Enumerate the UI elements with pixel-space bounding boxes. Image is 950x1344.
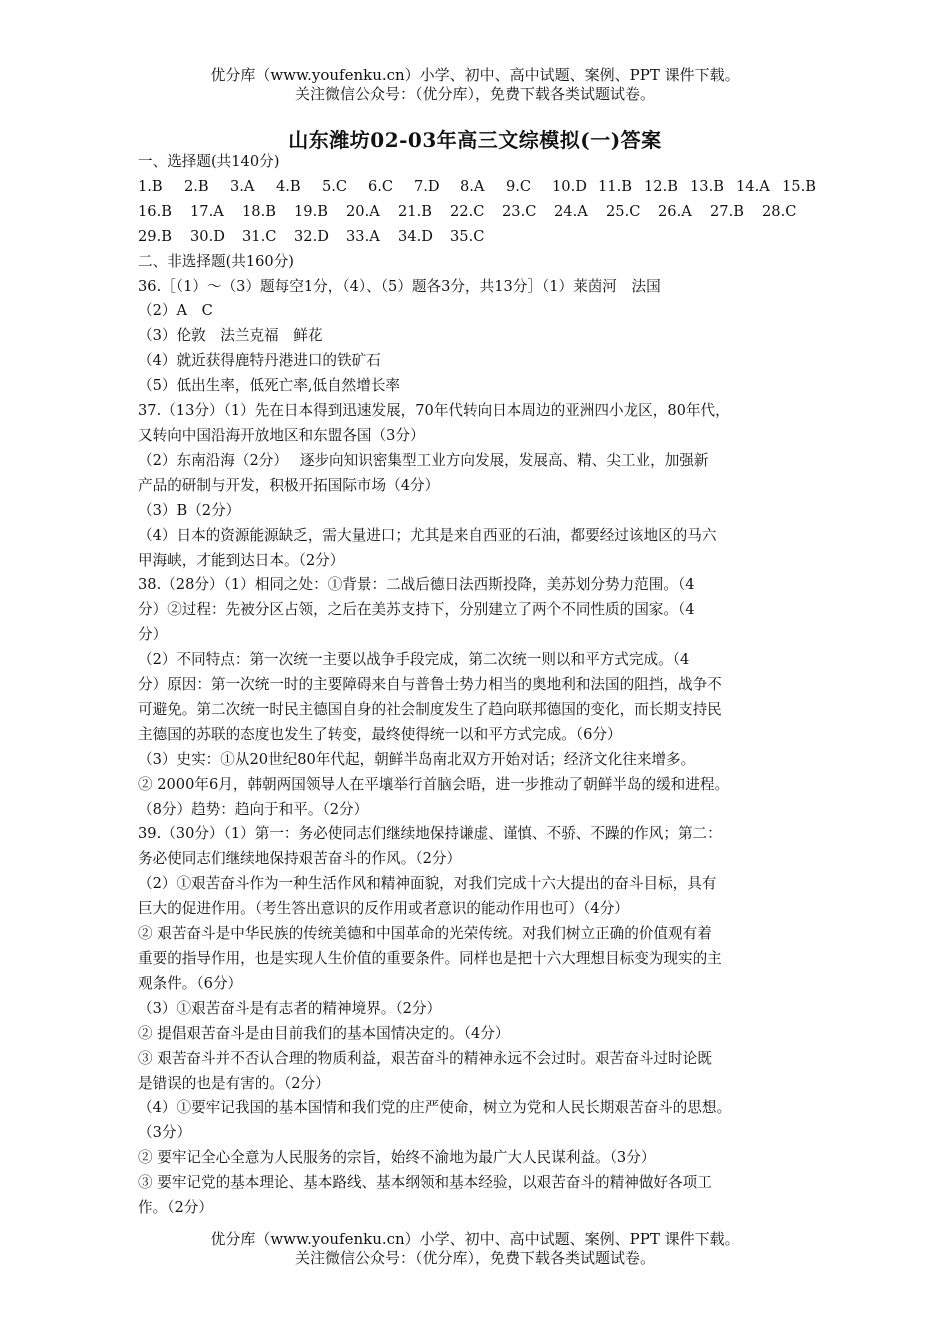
section-heading: 二、非选择题(共160分) [138,252,294,270]
answer-item: 7.D [414,177,440,195]
text-line: （5）低出生率，低死亡率,低自然增长率 [138,377,401,395]
answer-item: 10.D [552,177,587,195]
answer-item: 11.B [598,177,632,195]
text-line: 甲海峡，才能到达日本。（2分） [138,551,345,569]
answer-item: 5.C [322,177,348,195]
answer-item: 33.A [346,227,380,245]
text-line: 观条件。（6分） [138,974,243,992]
answer-item: 12.B [644,177,678,195]
text-line: （2）不同特点：第一次统一主要以战争手段完成，第二次统一则以和平方式完成。（4 [138,651,690,669]
text-line: （4）日本的资源能源缺乏，需大量进口；尤其是来自西亚的石油，都要经过该地区的马六 [138,526,717,544]
answer-item: 14.A [736,177,770,195]
text-line: 务必使同志们继续地保持艰苦奋斗的作风。（2分） [138,850,462,868]
answer-item: 24.A [554,202,588,220]
text-line: ② 要牢记全心全意为人民服务的宗旨，始终不渝地为最广大人民谋利益。（3分） [138,1149,656,1167]
answer-item: 13.B [690,177,724,195]
text-line: （8分）趋势：趋向于和平。（2分） [138,800,369,818]
answer-row [138,175,828,200]
text-line: 38.（28分）（1）相同之处：①背景：二战后德日法西斯投降，美苏划分势力范围。（4 [138,576,695,594]
text-line: （2）东南沿海（2分） 逐步向知识密集型工业方向发展，发展高、精、尖工业，加强新 [138,451,709,469]
answer-item: 6.C [368,177,394,195]
text-line: （4）①要牢记我国的基本国情和我们党的庄严使命，树立为党和人民长期艰苦奋斗的思想。 [138,1099,732,1117]
page-header [0,66,950,104]
text-line: 是错误的也是有害的。（2分） [138,1074,330,1092]
text-line: ③ 艰苦奋斗并不否认合理的物质利益，艰苦奋斗的精神永远不会过时。艰苦奋斗过时论既 [138,1049,712,1067]
text-line: （3）①艰苦奋斗是有志者的精神境界。（2分） [138,999,442,1017]
answer-item: 34.D [398,227,433,245]
text-line: 分） [138,626,168,644]
answer-item: 31.C [242,227,277,245]
text-line: 37.（13分）（1）先在日本得到迅速发展，70年代转向日本周边的亚洲四小龙区，80年代， [138,402,730,420]
text-line: ② 2000年6月，韩朝两国领导人在平壤举行首脑会晤，进一步推动了朝鲜半岛的缓和进程。 [138,775,730,793]
page-footer [0,1230,950,1268]
text-line: 36.［（1）～（3）题每空1分，（4）、（5）题各3分，共13分］（1）莱茵河 法国 [138,277,661,295]
answer-item: 22.C [450,202,485,220]
answer-content [138,150,828,1221]
answer-item: 29.B [138,227,172,245]
answer-item: 8.A [460,177,485,195]
answer-item: 17.A [190,202,224,220]
text-line: 分）②过程：先被分区占领，之后在美苏支持下，分别建立了两个不同性质的国家。（4 [138,601,695,619]
text-line: ② 艰苦奋斗是中华民族的传统美德和中国革命的光荣传统。对我们树立正确的价值观有着 [138,925,712,943]
answer-item: 15.B [782,177,816,195]
text-line: （3）B（2分） [138,501,241,519]
answer-item: 19.B [294,202,328,220]
answer-item: 25.C [606,202,641,220]
answer-body [138,275,828,1221]
footer-line-1: 优分库（www.youfenku.cn）小学、初中、高中试题、案例、PPT 课件下载。 [210,1230,740,1248]
answer-item: 26.A [658,202,692,220]
text-line: （3）史实：①从20世纪80年代起，朝鲜半岛南北双方开始对话；经济文化往来增多。 [138,750,696,768]
text-line: ③ 要牢记党的基本理论、基本路线、基本纲领和基本经验，以艰苦奋斗的精神做好各项工 [138,1174,712,1192]
text-line: 分）原因：第一次统一时的主要障碍来自与普鲁士势力相当的奥地利和法国的阻挡，战争不 [138,676,722,694]
text-line: 可避免。第二次统一时民主德国自身的社会制度发生了趋向联邦德国的变化，而长期支持民 [138,700,722,718]
text-line: 39.（30分）（1）第一：务必使同志们继续地保持谦虚、谨慎、不骄、不躁的作风；第二： [138,825,722,843]
answer-item: 32.D [294,227,329,245]
answer-item: 3.A [230,177,255,195]
document-title: 山东潍坊02-03年高三文综模拟(一)答案 [288,128,662,152]
text-line: （3分） [138,1124,192,1142]
answer-item: 1.B [138,177,163,195]
answer-item: 18.B [242,202,276,220]
answer-item: 20.A [346,202,380,220]
text-line: （2）A C [138,302,213,320]
answer-item: 21.B [398,202,432,220]
header-line-2: 关注微信公众号：（优分库），免费下载各类试题试卷。 [294,85,655,103]
text-line: 主德国的苏联的态度也发生了转变，最终使得统一以和平方式完成。（6分） [138,725,622,743]
multiple-choice-answers [138,175,828,250]
answer-item: 2.B [184,177,209,195]
text-line: （3）伦敦 法兰克福 鲜花 [138,327,323,345]
text-line: 巨大的促进作用。（考生答出意识的反作用或者意识的能动作用也可）（4分） [138,900,629,918]
text-line: 重要的指导作用，也是实现人生价值的重要条件。同样也是把十六大理想目标变为现实的主 [138,950,722,967]
answer-item: 30.D [190,227,225,245]
answer-item: 27.B [710,202,744,220]
text-line: 又转向中国沿海开放地区和东盟各国（3分） [138,426,425,444]
section-heading: 一、选择题(共140分) [138,153,280,170]
text-line: 产品的研制与开发，积极开拓国际市场（4分） [138,476,440,494]
text-line: （4）就近获得鹿特丹港进口的铁矿石 [138,352,381,370]
answer-item: 23.C [502,202,537,220]
text-line: 作。（2分） [138,1199,213,1217]
header-line-1: 优分库（www.youfenku.cn）小学、初中、高中试题、案例、PPT 课件下载。 [210,66,740,84]
footer-line-2: 关注微信公众号：（优分库），免费下载各类试题试卷。 [294,1249,655,1267]
answer-item: 9.C [506,177,532,195]
answer-row [138,200,828,225]
answer-item: 28.C [762,202,797,220]
answer-item: 4.B [276,177,301,195]
answer-row [138,225,828,250]
answer-item: 16.B [138,202,172,220]
text-line: （2）①艰苦奋斗作为一种生活作风和精神面貌，对我们完成十六大提出的奋斗目标，具有 [138,875,717,893]
answer-item: 35.C [450,227,485,245]
text-line: ② 提倡艰苦奋斗是由目前我们的基本国情决定的。（4分） [138,1024,510,1042]
